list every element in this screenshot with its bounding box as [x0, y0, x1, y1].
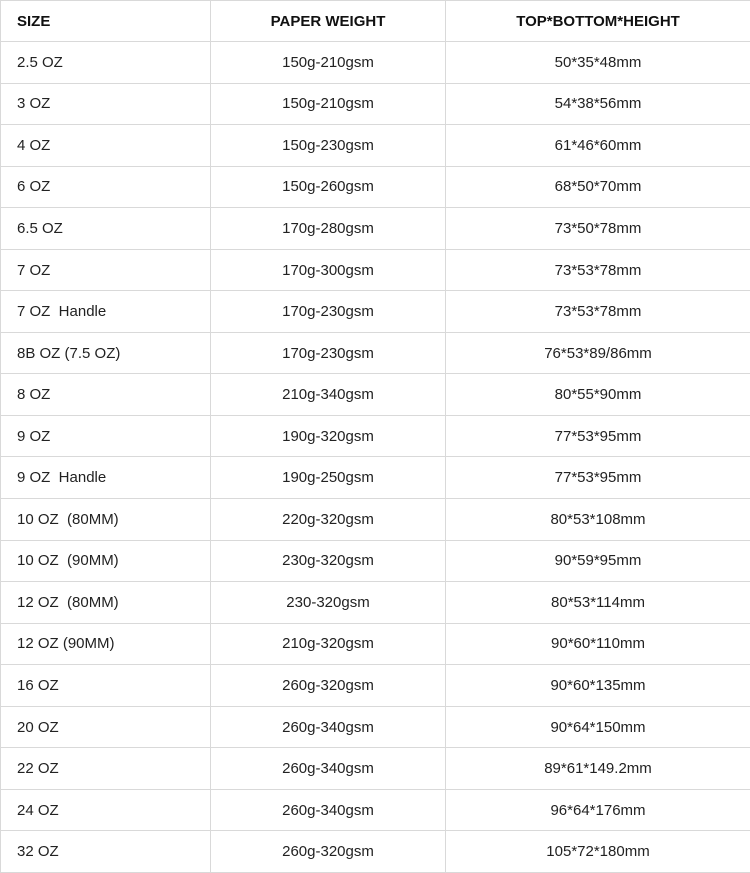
table-row — [1, 332, 750, 374]
table-row — [1, 166, 750, 208]
cell-size: 22 OZ — [1, 748, 211, 790]
cell-dimensions: 90*64*150mm — [446, 706, 750, 748]
cell-paper-weight: 150g-260gsm — [211, 166, 446, 208]
cell-size: 16 OZ — [1, 665, 211, 707]
cell-size: 20 OZ — [1, 706, 211, 748]
cell-size: 7 OZ Handle — [1, 291, 211, 333]
table-row — [1, 83, 750, 125]
cell-paper-weight: 150g-230gsm — [211, 125, 446, 167]
cell-paper-weight: 260g-340gsm — [211, 748, 446, 790]
table-row — [1, 831, 750, 873]
cell-size: 7 OZ — [1, 249, 211, 291]
cell-paper-weight: 170g-230gsm — [211, 291, 446, 333]
cell-paper-weight: 230g-320gsm — [211, 540, 446, 582]
cell-size: 12 OZ (90MM) — [1, 623, 211, 665]
cell-dimensions: 105*72*180mm — [446, 831, 750, 873]
cell-paper-weight: 150g-210gsm — [211, 83, 446, 125]
header-dimensions: TOP*BOTTOM*HEIGHT — [446, 1, 750, 42]
cell-size: 2.5 OZ — [1, 42, 211, 84]
cell-dimensions: 73*53*78mm — [446, 249, 750, 291]
table-row — [1, 706, 750, 748]
table-row — [1, 42, 750, 84]
cell-size: 10 OZ (90MM) — [1, 540, 211, 582]
cell-size: 9 OZ — [1, 415, 211, 457]
table-row — [1, 125, 750, 167]
table-row — [1, 249, 750, 291]
cell-dimensions: 77*53*95mm — [446, 415, 750, 457]
cell-paper-weight: 210g-340gsm — [211, 374, 446, 416]
cell-paper-weight: 260g-340gsm — [211, 706, 446, 748]
cell-paper-weight: 170g-280gsm — [211, 208, 446, 250]
table-row — [1, 582, 750, 624]
cell-size: 9 OZ Handle — [1, 457, 211, 499]
header-size: SIZE — [1, 1, 211, 42]
cell-dimensions: 50*35*48mm — [446, 42, 750, 84]
cell-dimensions: 80*53*114mm — [446, 582, 750, 624]
cell-dimensions: 89*61*149.2mm — [446, 748, 750, 790]
table-row — [1, 291, 750, 333]
cell-paper-weight: 230-320gsm — [211, 582, 446, 624]
cell-size: 4 OZ — [1, 125, 211, 167]
cell-size: 10 OZ (80MM) — [1, 499, 211, 541]
cell-dimensions: 54*38*56mm — [446, 83, 750, 125]
cell-dimensions: 68*50*70mm — [446, 166, 750, 208]
cell-dimensions: 90*60*135mm — [446, 665, 750, 707]
cell-size: 6.5 OZ — [1, 208, 211, 250]
cell-paper-weight: 260g-340gsm — [211, 789, 446, 831]
cell-paper-weight: 190g-320gsm — [211, 415, 446, 457]
cell-dimensions: 77*53*95mm — [446, 457, 750, 499]
cell-dimensions: 73*53*78mm — [446, 291, 750, 333]
cell-dimensions: 76*53*89/86mm — [446, 332, 750, 374]
cell-size: 8B OZ (7.5 OZ) — [1, 332, 211, 374]
table-row — [1, 789, 750, 831]
cell-dimensions: 96*64*176mm — [446, 789, 750, 831]
table-row — [1, 665, 750, 707]
cell-paper-weight: 210g-320gsm — [211, 623, 446, 665]
cell-paper-weight: 170g-230gsm — [211, 332, 446, 374]
table-row — [1, 540, 750, 582]
table-row — [1, 415, 750, 457]
cell-paper-weight: 150g-210gsm — [211, 42, 446, 84]
cell-paper-weight: 190g-250gsm — [211, 457, 446, 499]
table-row — [1, 374, 750, 416]
table-row — [1, 623, 750, 665]
cell-paper-weight: 220g-320gsm — [211, 499, 446, 541]
cell-paper-weight: 260g-320gsm — [211, 665, 446, 707]
table-row — [1, 208, 750, 250]
table-row — [1, 748, 750, 790]
table-row — [1, 499, 750, 541]
cell-dimensions: 80*53*108mm — [446, 499, 750, 541]
table-row — [1, 457, 750, 499]
header-paper-weight: PAPER WEIGHT — [211, 1, 446, 42]
cell-dimensions: 90*60*110mm — [446, 623, 750, 665]
cell-size: 12 OZ (80MM) — [1, 582, 211, 624]
cell-dimensions: 61*46*60mm — [446, 125, 750, 167]
cell-paper-weight: 260g-320gsm — [211, 831, 446, 873]
cell-size: 32 OZ — [1, 831, 211, 873]
cell-size: 24 OZ — [1, 789, 211, 831]
cell-paper-weight: 170g-300gsm — [211, 249, 446, 291]
cell-size: 6 OZ — [1, 166, 211, 208]
cell-size: 8 OZ — [1, 374, 211, 416]
cell-dimensions: 73*50*78mm — [446, 208, 750, 250]
header-row — [1, 1, 750, 42]
cell-size: 3 OZ — [1, 83, 211, 125]
cell-dimensions: 80*55*90mm — [446, 374, 750, 416]
cell-dimensions: 90*59*95mm — [446, 540, 750, 582]
